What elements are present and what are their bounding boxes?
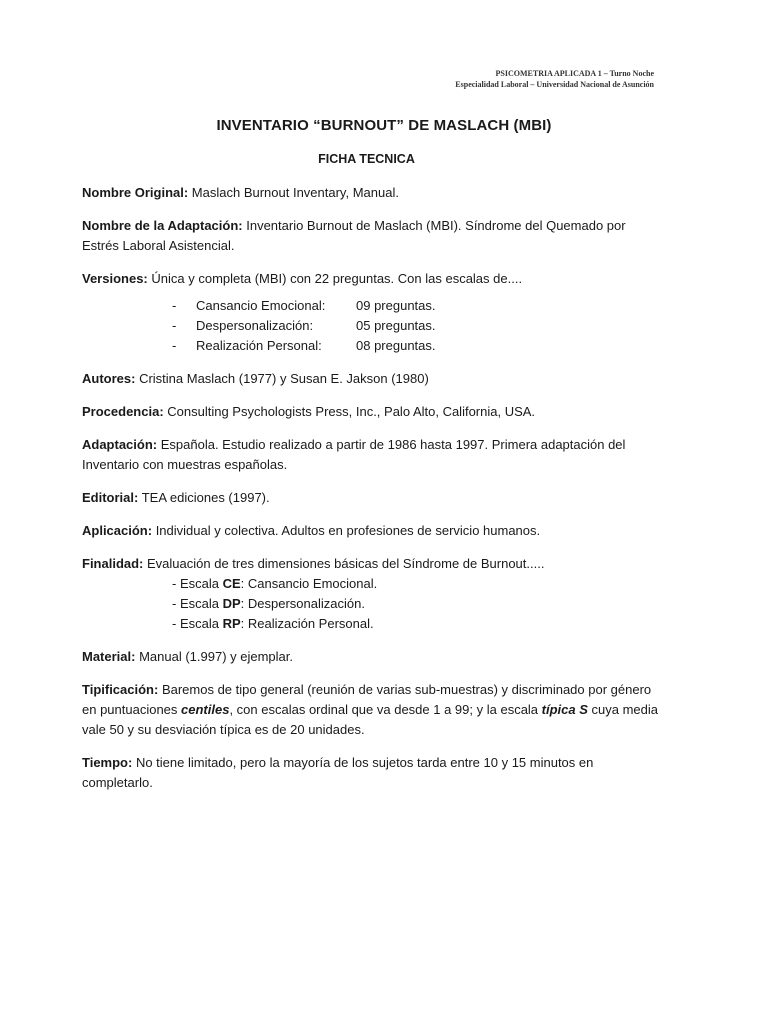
field-label: Tiempo: [82, 755, 133, 770]
document-body [82, 183, 662, 806]
field-tipificacion [82, 680, 662, 740]
list-item [172, 574, 662, 594]
field-label: Editorial: [82, 490, 139, 505]
field-value: Inventario Burnout de Maslach (MBI). Síndrome del Quemado por Estrés Laboral Asistencial. [82, 218, 626, 253]
document-title: INVENTARIO “BURNOUT” DE MASLACH (MBI) [216, 117, 552, 134]
field-aplicacion [82, 521, 662, 541]
field-value: TEA ediciones (1997). [138, 490, 270, 505]
scale-code: DP [222, 596, 241, 611]
document-subtitle: FICHA TECNICA [318, 152, 415, 166]
list-item [172, 296, 436, 316]
field-value: Individual y colectiva. Adultos en profesiones de servicio humanos. [152, 523, 541, 538]
field-value-part: Baremos de tipo general (reunión de varias sub-muestras) y discriminado por género en puntuaciones [82, 682, 652, 717]
field-value: Española. Estudio realizado a partir de 1986 hasta 1997. Primera adaptación del Inventario con muestras españolas. [82, 437, 626, 472]
scale-count: 08 preguntas. [356, 338, 436, 353]
scale-name: Despersonalización: [196, 318, 314, 333]
list-item-text: : Despersonalización. [240, 596, 365, 611]
field-finalidad [82, 554, 662, 574]
field-label: Versiones: [82, 271, 148, 286]
field-tiempo [82, 753, 662, 793]
header-course: PSICOMETRIA APLICADA 1 – Turno Noche [495, 69, 654, 78]
list-bullet: - [172, 318, 177, 333]
emphasis-tipica-s: típica S [541, 702, 588, 717]
finalidad-scales-list [172, 574, 662, 634]
list-item-text: : Realización Personal. [240, 616, 374, 631]
scale-name: Cansancio Emocional: [196, 298, 326, 313]
field-label: Nombre Original: [82, 185, 189, 200]
field-autores [82, 369, 662, 389]
field-value: Consulting Psychologists Press, Inc., Palo Alto, California, USA. [163, 404, 536, 419]
list-bullet: - [172, 298, 177, 313]
emphasis-centiles: centiles [181, 702, 230, 717]
field-label: Adaptación: [82, 437, 158, 452]
field-nombre-adaptacion [82, 216, 662, 256]
field-value: Evaluación de tres dimensiones básicas del Síndrome de Burnout..... [143, 556, 545, 571]
list-item-prefix: - Escala [172, 576, 223, 591]
field-material [82, 647, 662, 667]
field-label: Autores: [82, 371, 136, 386]
list-item-prefix: - Escala [172, 616, 223, 631]
scale-name: Realización Personal: [196, 338, 322, 353]
field-nombre-original [82, 183, 662, 203]
scale-count: 09 preguntas. [356, 298, 436, 313]
field-procedencia [82, 402, 662, 422]
field-label: Material: [82, 649, 136, 664]
list-item-prefix: - Escala [172, 596, 223, 611]
field-label: Procedencia: [82, 404, 164, 419]
list-bullet: - [172, 338, 177, 353]
field-value-part: cuya media vale 50 y su desviación típica es de 20 unidades. [82, 702, 658, 737]
list-item [172, 614, 662, 634]
field-value: No tiene limitado, pero la mayoría de los sujetos tarda entre 10 y 15 minutos en completarlo. [82, 755, 594, 790]
scales-list [172, 296, 436, 356]
scale-code: CE [222, 576, 241, 591]
field-editorial [82, 488, 662, 508]
scale-count: 05 preguntas. [356, 318, 436, 333]
field-value-part: , con escalas ordinal que va desde 1 a 99; y la escala [229, 702, 542, 717]
list-item-text: : Cansancio Emocional. [240, 576, 378, 591]
page-header [455, 68, 654, 90]
field-value: Única y completa (MBI) con 22 preguntas. Con las escalas de.... [147, 271, 523, 286]
field-label: Tipificación: [82, 682, 159, 697]
field-label: Finalidad: [82, 556, 144, 571]
field-value: Manual (1.997) y ejemplar. [135, 649, 293, 664]
field-adaptacion [82, 435, 662, 475]
header-institution: Especialidad Laboral – Universidad Nacional de Asunción [455, 80, 654, 89]
field-versiones [82, 269, 662, 289]
field-label: Aplicación: [82, 523, 153, 538]
list-item [172, 594, 662, 614]
scale-code: RP [222, 616, 241, 631]
list-item [172, 316, 436, 336]
list-item [172, 336, 436, 356]
field-value: Cristina Maslach (1977) y Susan E. Jakson (1980) [135, 371, 429, 386]
field-label: Nombre de la Adaptación: [82, 218, 243, 233]
field-value: Maslach Burnout Inventary, Manual. [188, 185, 399, 200]
